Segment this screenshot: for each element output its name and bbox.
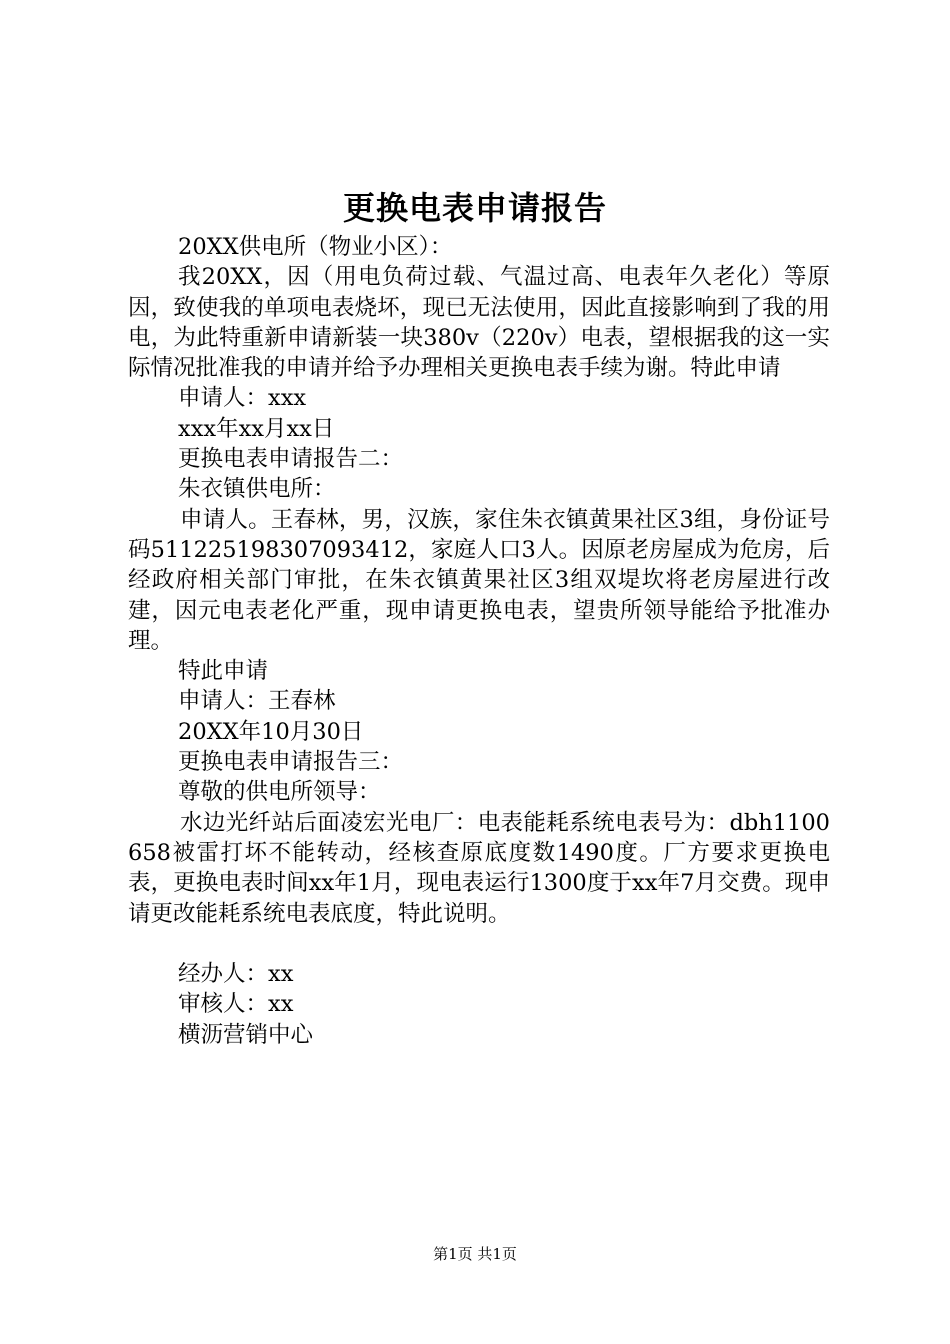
heading-3: 更换电表申请报告三： xyxy=(178,749,404,776)
document-body xyxy=(128,232,830,1050)
applicant-2: 申请人：王春林 xyxy=(178,688,336,715)
paragraph-1: 我20XX，因（用电负荷过载、气温过高、电表年久老化）等原因，致使我的单项电表烧坏，现已无法使用，因此直接影响到了我的用电，为此特重新申请新装一块380v（220v）电表，望根据我的这一实际情况批准我的申请并给予办理相关更换电表手续为谢。特此申请 xyxy=(128,264,830,382)
handler-3: 经办人：xx xyxy=(178,961,294,988)
paragraph-2: 申请人。王春林，男，汉族，家住朱衣镇黄果社区3组，身份证号码511225198307093412，家庭人口3人。因原老房屋成为危房，后经政府相关部门审批，在朱衣镇黄果社区3组双堤坎将老房屋进行改建，因元电表老化严重，现申请更换电表，望贵所领导能给予批准办理。 xyxy=(128,506,830,654)
date-2: 20XX年10月30日 xyxy=(178,718,364,745)
document-title: 更换电表申请报告 xyxy=(342,189,607,227)
applicant-1: 申请人：xxx xyxy=(178,385,307,412)
date-1: xxx年xx月xx日 xyxy=(178,415,335,442)
page-footer: 第1页 共1页 xyxy=(433,1245,517,1263)
blank-line xyxy=(128,929,830,959)
organization-3: 横沥营销中心 xyxy=(178,1021,314,1048)
heading-2: 更换电表申请报告二： xyxy=(178,446,404,473)
salutation-3: 尊敬的供电所领导： xyxy=(178,779,381,806)
closing-2: 特此申请 xyxy=(178,658,269,685)
salutation-2: 朱衣镇供电所： xyxy=(178,476,336,503)
reviewer-3: 审核人：xx xyxy=(178,991,294,1018)
paragraph-3: 水边光纤站后面凌宏光电厂：电表能耗系统电表号为：dbh1100658被雷打坏不能转动，经核查原底度数1490度。厂方要求更换电表，更换电表时间xx年1月，现电表运行1300度于xx年7月交费。现申请更改能耗系统电表底度，特此说明。 xyxy=(128,809,830,927)
salutation-1: 20XX供电所（物业小区）： xyxy=(178,234,453,260)
